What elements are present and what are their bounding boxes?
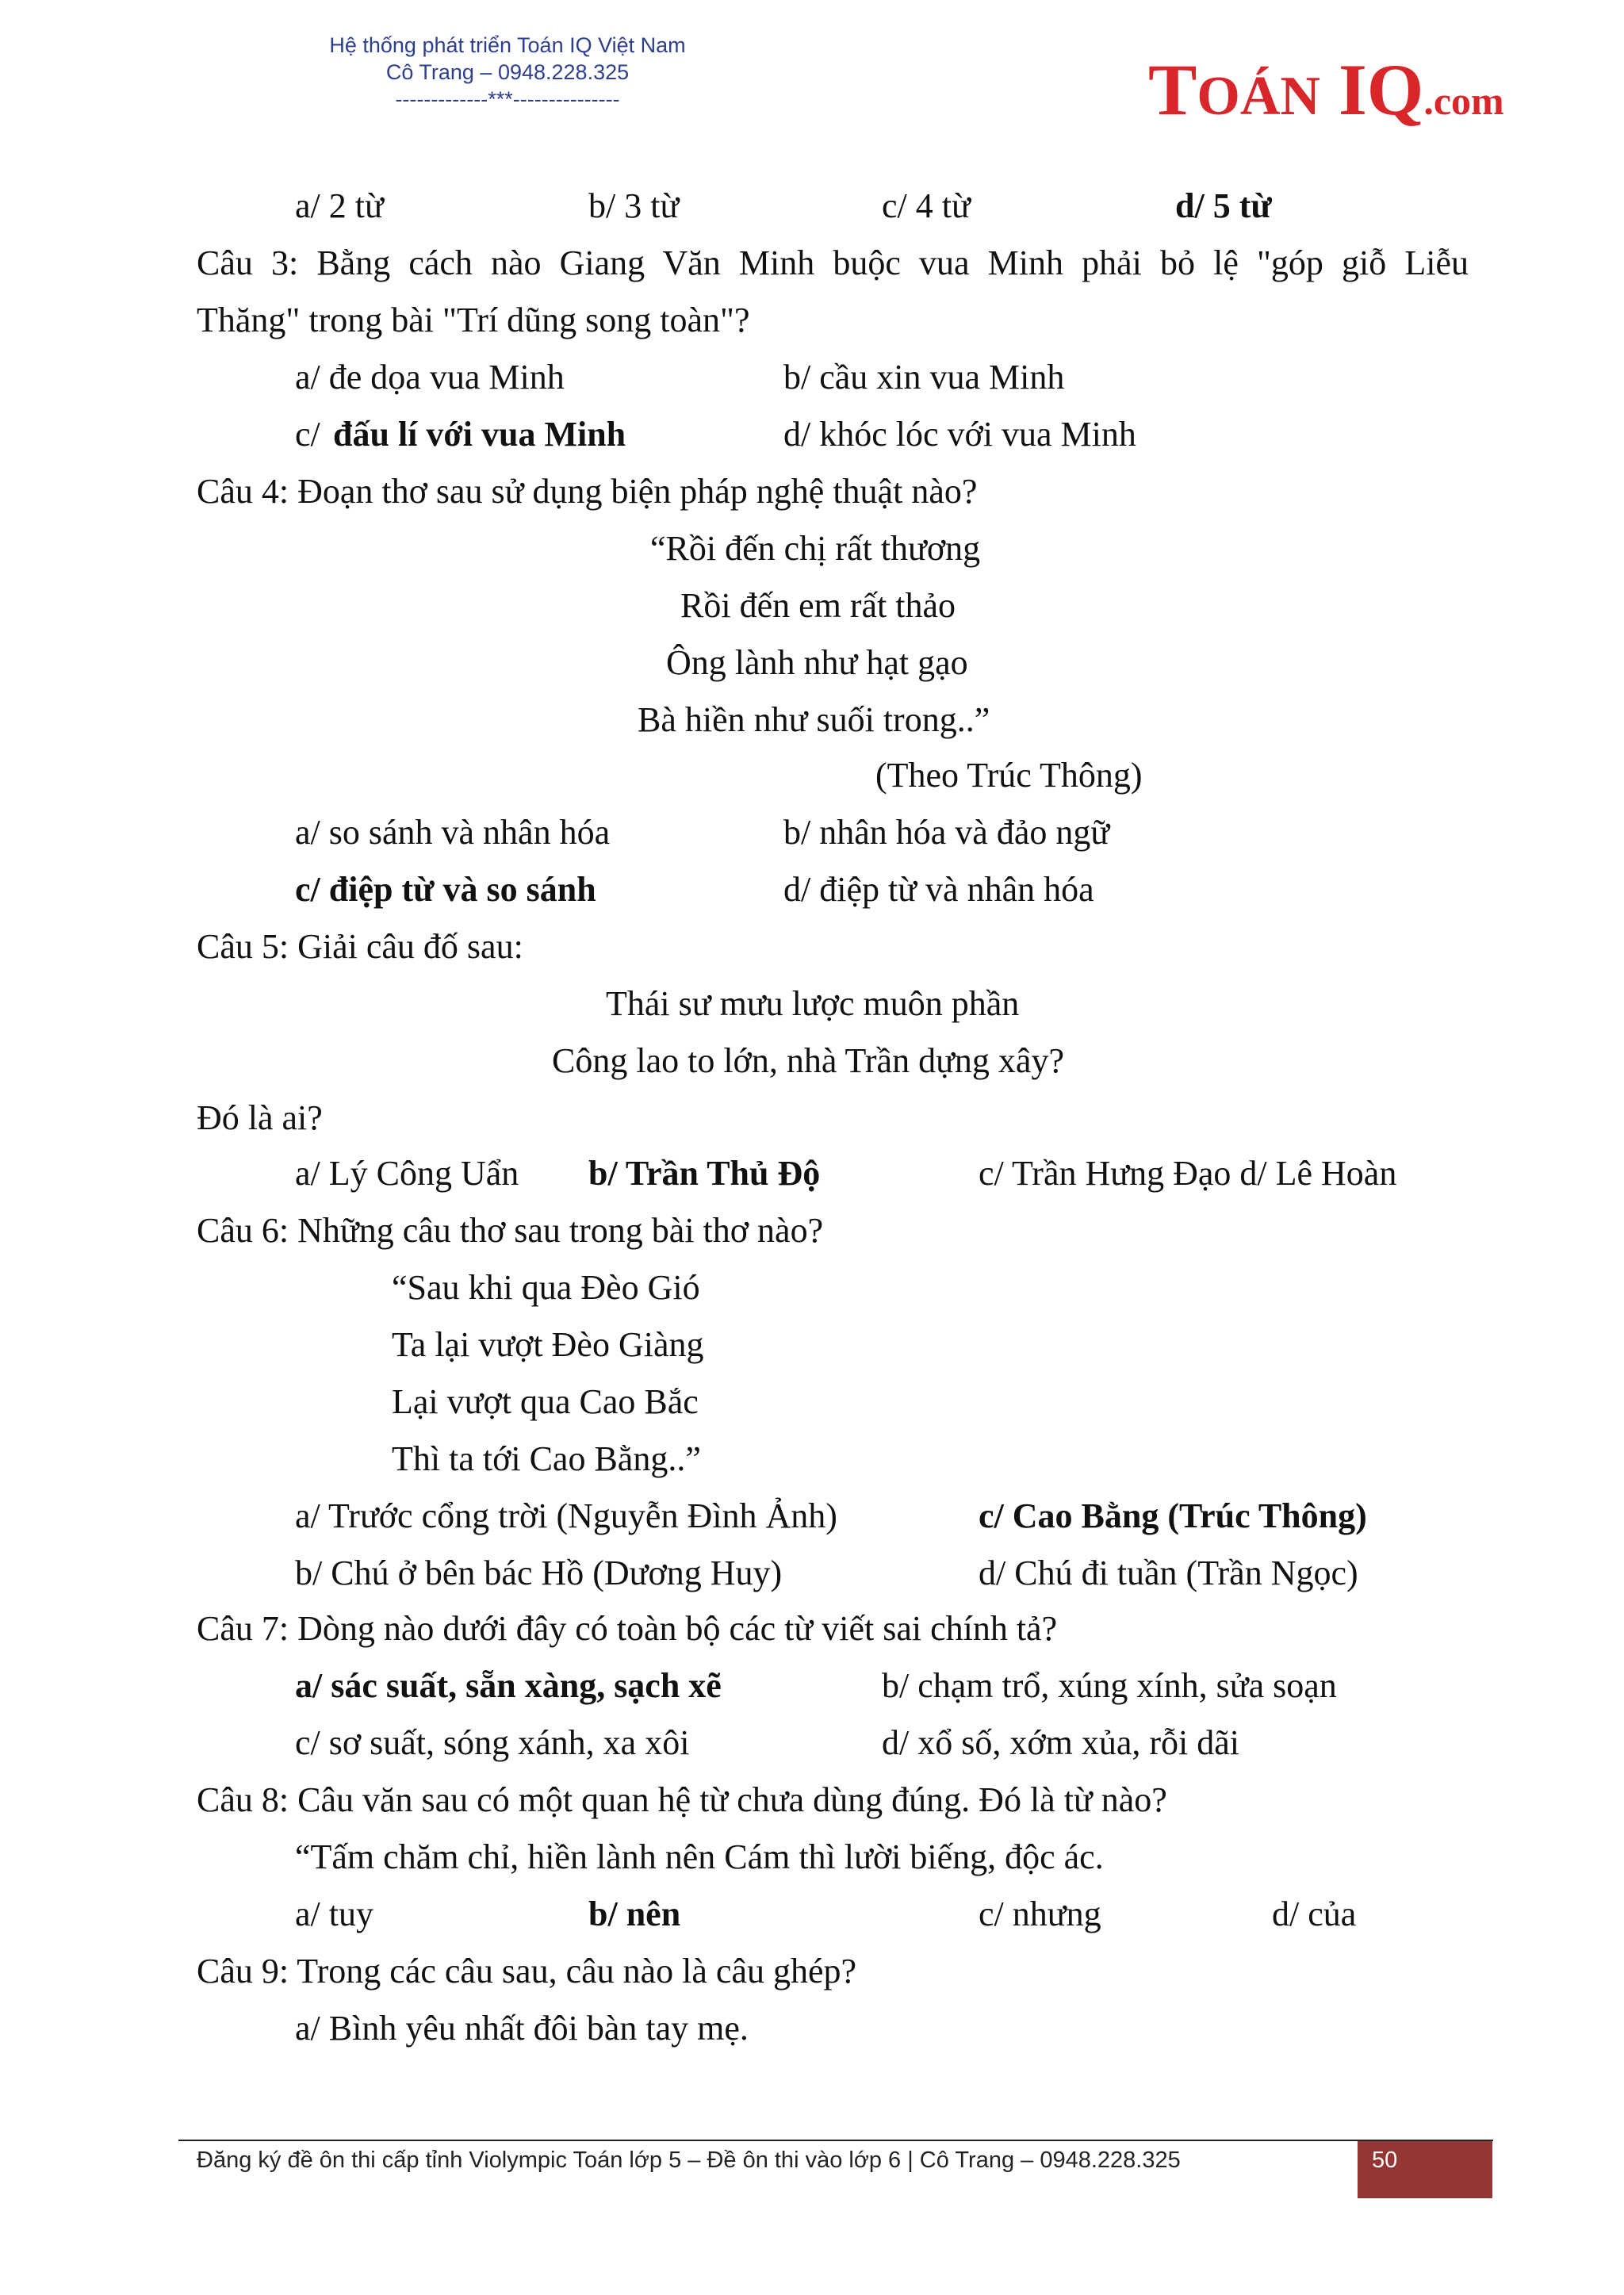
logo-part: OÁN xyxy=(1197,66,1320,127)
text-line: Câu 3: Bằng cách nào Giang Văn Minh buộc vua Minh phải bỏ lệ "góp giỗ Liễu xyxy=(197,243,1469,282)
text-line: b/ chạm trổ, xúng xính, sửa soạn xyxy=(882,1666,1337,1705)
text-line: “Sau khi qua Đèo Gió xyxy=(392,1268,700,1307)
text-line: c/ sơ suất, sóng xánh, xa xôi xyxy=(295,1723,690,1762)
text-line: c/ Trần Hưng Đạo d/ Lê Hoàn xyxy=(979,1154,1397,1193)
text-line: b/ nên xyxy=(588,1895,681,1933)
text-line: (Theo Trúc Thông) xyxy=(875,756,1143,795)
text-line: d/ 5 từ xyxy=(1175,186,1272,225)
text-line: Câu 6: Những câu thơ sau trong bài thơ nào? xyxy=(197,1211,824,1250)
text-line: d/ điệp từ và nhân hóa xyxy=(783,870,1094,909)
logo-part: .com xyxy=(1423,79,1504,123)
text-line: c/ điệp từ và so sánh xyxy=(295,870,596,909)
site-header xyxy=(254,32,761,113)
footer-text: Đăng ký đề ôn thi cấp tỉnh Violympic Toán lớp 5 – Đề ôn thi vào lớp 6 | Cô Trang – 0948.228.325 xyxy=(197,2147,1181,2173)
footer-divider xyxy=(178,2140,1493,2141)
text-line: c/ xyxy=(295,415,320,454)
text-line: b/ Chú ở bên bác Hồ (Dương Huy) xyxy=(295,1554,783,1592)
text-line: a/ Trước cổng trời (Nguyễn Đình Ảnh) xyxy=(295,1496,837,1535)
header-divider: -------------***--------------- xyxy=(395,87,620,111)
header-contact: Cô Trang – 0948.228.325 xyxy=(385,60,630,84)
text-line: Câu 9: Trong các câu sau, câu nào là câu ghép? xyxy=(197,1952,857,1990)
header-title: Hệ thống phát triển Toán IQ Việt Nam xyxy=(329,33,686,57)
toan-iq-logo xyxy=(1148,48,1504,132)
text-line: Ông lành như hạt gạo xyxy=(666,643,968,682)
text-line: Công lao to lớn, nhà Trần dựng xây? xyxy=(552,1041,1064,1080)
text-line: Đó là ai? xyxy=(197,1098,323,1137)
text-line: d/ của xyxy=(1272,1895,1357,1933)
text-line: a/ Lý Công Uẩn xyxy=(295,1154,519,1193)
text-line: Ta lại vượt Đèo Giàng xyxy=(392,1325,704,1364)
text-line: b/ Trần Thủ Độ xyxy=(588,1154,821,1193)
text-line: d/ xổ số, xớm xủa, rỗi dãi xyxy=(882,1723,1239,1762)
text-line: Thì ta tới Cao Bằng..” xyxy=(392,1439,701,1478)
text-line: b/ 3 từ xyxy=(588,186,680,225)
text-line: d/ Chú đi tuần (Trần Ngọc) xyxy=(979,1554,1358,1592)
text-line: a/ so sánh và nhân hóa xyxy=(295,813,611,852)
logo-part: IQ xyxy=(1320,49,1424,130)
text-line: c/ nhưng xyxy=(979,1895,1101,1933)
text-line: a/ 2 từ xyxy=(295,186,384,225)
text-line: Rồi đến em rất thảo xyxy=(680,586,956,625)
text-line: a/ sác suất, sẵn xàng, sạch xẽ xyxy=(295,1666,722,1705)
text-line: d/ khóc lóc với vua Minh xyxy=(783,415,1136,454)
text-line: Câu 7: Dòng nào dưới đây có toàn bộ các từ viết sai chính tả? xyxy=(197,1609,1058,1648)
text-line: “Rồi đến chị rất thương xyxy=(650,529,981,568)
page-number: 50 xyxy=(1372,2147,1398,2173)
text-line: a/ Bình yêu nhất đôi bàn tay mẹ. xyxy=(295,2009,749,2048)
text-line: đấu lí với vua Minh xyxy=(333,415,626,454)
logo-part: T xyxy=(1148,49,1197,130)
text-line: b/ nhân hóa và đảo ngữ xyxy=(783,813,1110,852)
text-line: Thái sư mưu lược muôn phần xyxy=(606,984,1020,1023)
text-line: Thăng" trong bài "Trí dũng song toàn"? xyxy=(197,301,750,339)
text-line: b/ cầu xin vua Minh xyxy=(783,358,1065,397)
text-line: Câu 5: Giải câu đố sau: xyxy=(197,927,523,966)
text-line: Câu 4: Đoạn thơ sau sử dụng biện pháp nghệ thuật nào? xyxy=(197,472,978,511)
text-line: c/ Cao Bằng (Trúc Thông) xyxy=(979,1496,1367,1535)
text-line: a/ đe dọa vua Minh xyxy=(295,358,565,397)
text-line: c/ 4 từ xyxy=(882,186,971,225)
text-line: Câu 8: Câu văn sau có một quan hệ từ chưa dùng đúng. Đó là từ nào? xyxy=(197,1780,1167,1819)
text-line: a/ tuy xyxy=(295,1895,373,1933)
text-line: Bà hiền như suối trong..” xyxy=(638,700,990,739)
text-line: “Tấm chăm chỉ, hiền lành nên Cám thì lười biếng, độc ác. xyxy=(295,1837,1104,1876)
text-line: Lại vượt qua Cao Bắc xyxy=(392,1382,699,1421)
